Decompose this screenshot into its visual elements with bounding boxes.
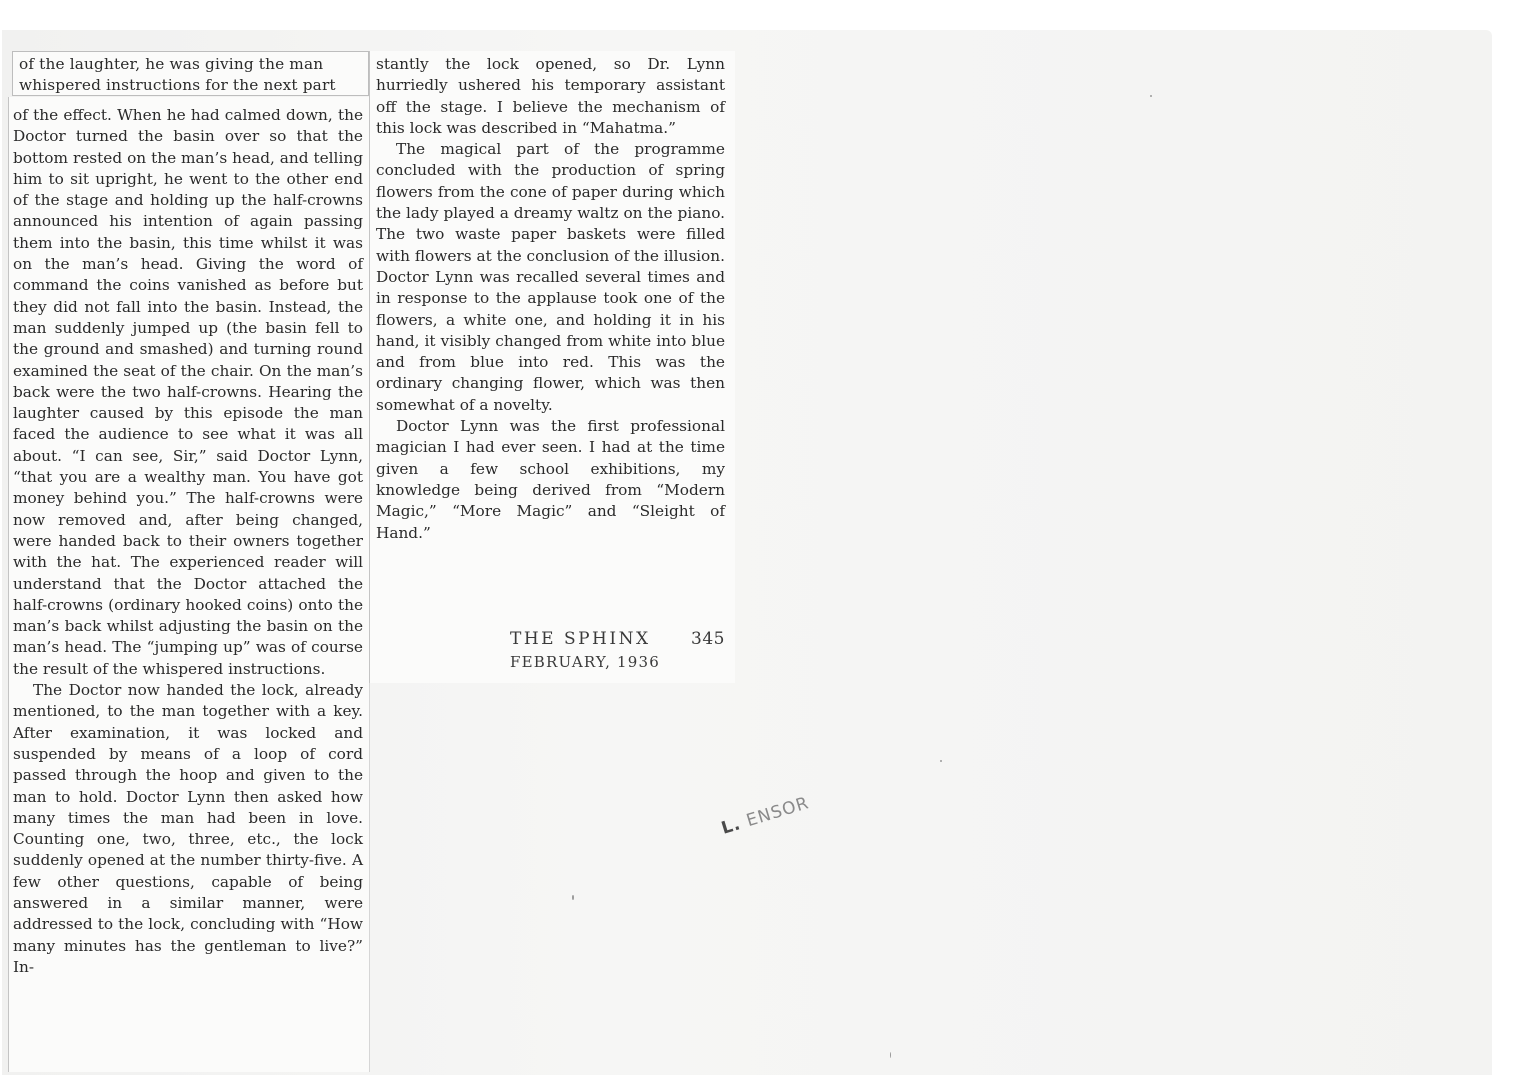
publication-date: FEBRUARY, 1936 bbox=[510, 653, 660, 672]
right-paragraph-1: stantly the lock opened, so Dr. Lynn hurriedly ushered his temporary assistant off the stage. I believe the mechanism of this lock was described in “Mahatma.” bbox=[376, 55, 725, 137]
stamp-name: ENSOR bbox=[744, 793, 812, 832]
publication-title: THE SPHINX bbox=[510, 629, 651, 649]
clipping-column-left bbox=[8, 97, 370, 1072]
top-line-2: whispered instructions for the next part bbox=[19, 76, 336, 94]
paper-speck bbox=[572, 895, 574, 900]
stamp-initial: L. bbox=[719, 814, 744, 839]
left-paragraph-2: The Doctor now handed the lock, already mentioned, to the man together with a key. After examination, it was locked and suspended by means of a loop of cord passed through the hoop and given to the man to hold. Doctor Lynn then asked how many times the man had been in love. Counting one, two, three, etc., the lock suddenly opened at the number thirty-five. A few other questions, capable of being answered in a similar manner, were addressed to the lock, concluding with “How many minutes has the gentleman to live?” In- bbox=[13, 681, 363, 976]
paper-speck bbox=[1150, 95, 1152, 97]
clipping-column-right bbox=[369, 51, 735, 683]
publication-footer bbox=[510, 629, 725, 674]
page-number: 345 bbox=[691, 629, 725, 649]
clipping-column-top bbox=[12, 51, 369, 96]
paper-speck bbox=[940, 760, 942, 762]
right-paragraph-2: The magical part of the programme concluded with the production of spring flowers from the cone of paper during which the lady played a dreamy waltz on the piano. The two waste paper baskets were filled with flowers at the conclusion of the illusion. Doctor Lynn was recalled several times and in response to the applause took one of the flowers, a white one, and holding it in his hand, it visibly changed from white into blue and from blue into red. This was the ordinary changing flower, which was then somewhat of a novelty. bbox=[376, 140, 725, 414]
right-paragraph-3: Doctor Lynn was the first professional magician I had ever seen. I had at the time given a few school exhibitions, my knowledge being derived from “Modern Magic,” “More Magic” and “Sleight of Hand.” bbox=[376, 417, 725, 542]
left-paragraph-1: of the effect. When he had calmed down, the Doctor turned the basin over so that the bottom rested on the man’s head, and telling him to sit upright, he went to the other end of the stage and holding up the half-crowns announced his intention of again passing them into the basin, this time whilst it was on the man’s head. Giving the word of command the coins vanished as before but they did not fall into the basin. Instead, the man suddenly jumped up (the basin fell to the ground and smashed) and turning round examined the seat of the chair. On the man’s back were the two half-crowns. Hearing the laughter caused by this episode the man faced the audience to see what it was all about. “I can see, Sir,” said Doctor Lynn, “that you are a wealthy man. You have got money behind you.” The half-crowns were now removed and, after being changed, were handed back to their owners together with the hat. The experienced reader will understand that the Doctor attached the half-crowns (ordinary hooked coins) onto the man’s back whilst adjusting the basin on the man’s head. The “jumping up” was of course the result of the whispered instructions. bbox=[13, 106, 363, 678]
top-line-1: of the laughter, he was giving the man bbox=[19, 55, 324, 73]
paper-speck bbox=[890, 1052, 891, 1058]
